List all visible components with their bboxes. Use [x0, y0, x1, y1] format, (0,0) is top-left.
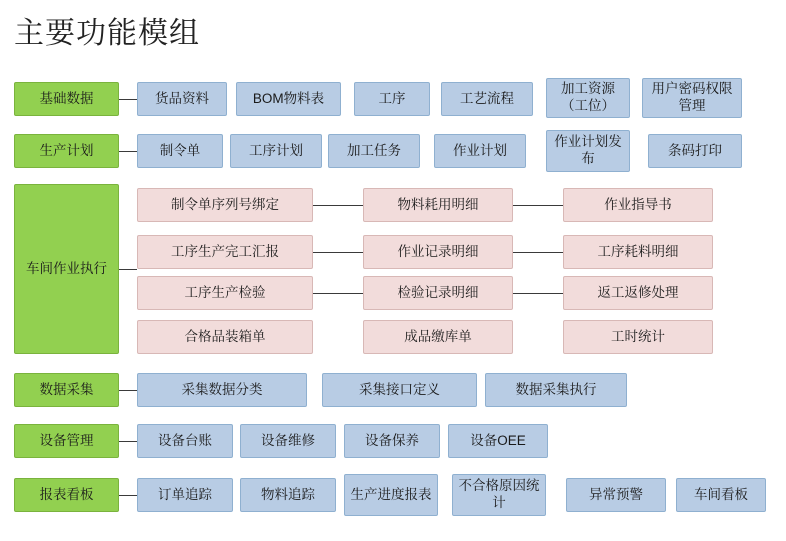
module-equipment-management-item-3[interactable]: 设备OEE	[448, 424, 548, 458]
module-production-plan-item-0[interactable]: 制令单	[137, 134, 223, 168]
module-basic-data-item-2[interactable]: 工序	[354, 82, 430, 116]
module-data-collection-item-2[interactable]: 数据采集执行	[485, 373, 627, 407]
module-workshop-execution-item-9[interactable]: 合格品装箱单	[137, 320, 313, 354]
module-group-workshop-execution[interactable]: 车间作业执行	[14, 184, 119, 354]
connector-workshop-execution	[119, 269, 137, 270]
module-basic-data-item-3[interactable]: 工艺流程	[441, 82, 533, 116]
module-workshop-execution-item-10[interactable]: 成品缴库单	[363, 320, 513, 354]
module-equipment-management-item-1[interactable]: 设备维修	[240, 424, 336, 458]
connector-workshop-row0-b	[513, 205, 563, 206]
module-basic-data-item-5[interactable]: 用户密码权限管理	[642, 78, 742, 118]
module-basic-data-item-0[interactable]: 货品资料	[137, 82, 227, 116]
module-workshop-execution-item-7[interactable]: 检验记录明细	[363, 276, 513, 310]
connector-workshop-row1-b	[513, 252, 563, 253]
connector-report-board	[119, 495, 137, 496]
connector-workshop-row0-a	[313, 205, 363, 206]
connector-workshop-row2-a	[313, 293, 363, 294]
connector-equipment-management	[119, 441, 137, 442]
module-production-plan-item-5[interactable]: 条码打印	[648, 134, 742, 168]
connector-basic-data	[119, 99, 137, 100]
connector-data-collection	[119, 390, 137, 391]
module-basic-data-item-4[interactable]: 加工资源（工位）	[546, 78, 630, 118]
page-title: 主要功能模组	[14, 17, 200, 50]
module-workshop-execution-item-5[interactable]: 工序耗料明细	[563, 235, 713, 269]
module-data-collection-item-0[interactable]: 采集数据分类	[137, 373, 307, 407]
module-group-report-board[interactable]: 报表看板	[14, 478, 119, 512]
module-workshop-execution-item-2[interactable]: 作业指导书	[563, 188, 713, 222]
module-data-collection-item-1[interactable]: 采集接口定义	[322, 373, 477, 407]
module-workshop-execution-item-11[interactable]: 工时统计	[563, 320, 713, 354]
module-report-board-item-5[interactable]: 车间看板	[676, 478, 766, 512]
connector-workshop-row2-b	[513, 293, 563, 294]
module-workshop-execution-item-6[interactable]: 工序生产检验	[137, 276, 313, 310]
module-report-board-item-4[interactable]: 异常预警	[566, 478, 666, 512]
module-production-plan-item-4[interactable]: 作业计划发布	[546, 130, 630, 172]
connector-production-plan	[119, 151, 137, 152]
module-production-plan-item-3[interactable]: 作业计划	[434, 134, 526, 168]
module-report-board-item-2[interactable]: 生产进度报表	[344, 474, 438, 516]
module-basic-data-item-1[interactable]: BOM物料表	[236, 82, 341, 116]
module-group-equipment-management[interactable]: 设备管理	[14, 424, 119, 458]
module-report-board-item-1[interactable]: 物料追踪	[240, 478, 336, 512]
module-production-plan-item-1[interactable]: 工序计划	[230, 134, 322, 168]
connector-workshop-row1-a	[313, 252, 363, 253]
module-workshop-execution-item-3[interactable]: 工序生产完工汇报	[137, 235, 313, 269]
module-group-data-collection[interactable]: 数据采集	[14, 373, 119, 407]
module-production-plan-item-2[interactable]: 加工任务	[328, 134, 420, 168]
module-equipment-management-item-2[interactable]: 设备保养	[344, 424, 440, 458]
module-workshop-execution-item-8[interactable]: 返工返修处理	[563, 276, 713, 310]
module-workshop-execution-item-0[interactable]: 制令单序列号绑定	[137, 188, 313, 222]
module-workshop-execution-item-1[interactable]: 物料耗用明细	[363, 188, 513, 222]
module-group-production-plan[interactable]: 生产计划	[14, 134, 119, 168]
module-equipment-management-item-0[interactable]: 设备台账	[137, 424, 233, 458]
module-workshop-execution-item-4[interactable]: 作业记录明细	[363, 235, 513, 269]
module-group-basic-data[interactable]: 基础数据	[14, 82, 119, 116]
module-report-board-item-3[interactable]: 不合格原因统计	[452, 474, 546, 516]
module-report-board-item-0[interactable]: 订单追踪	[137, 478, 233, 512]
